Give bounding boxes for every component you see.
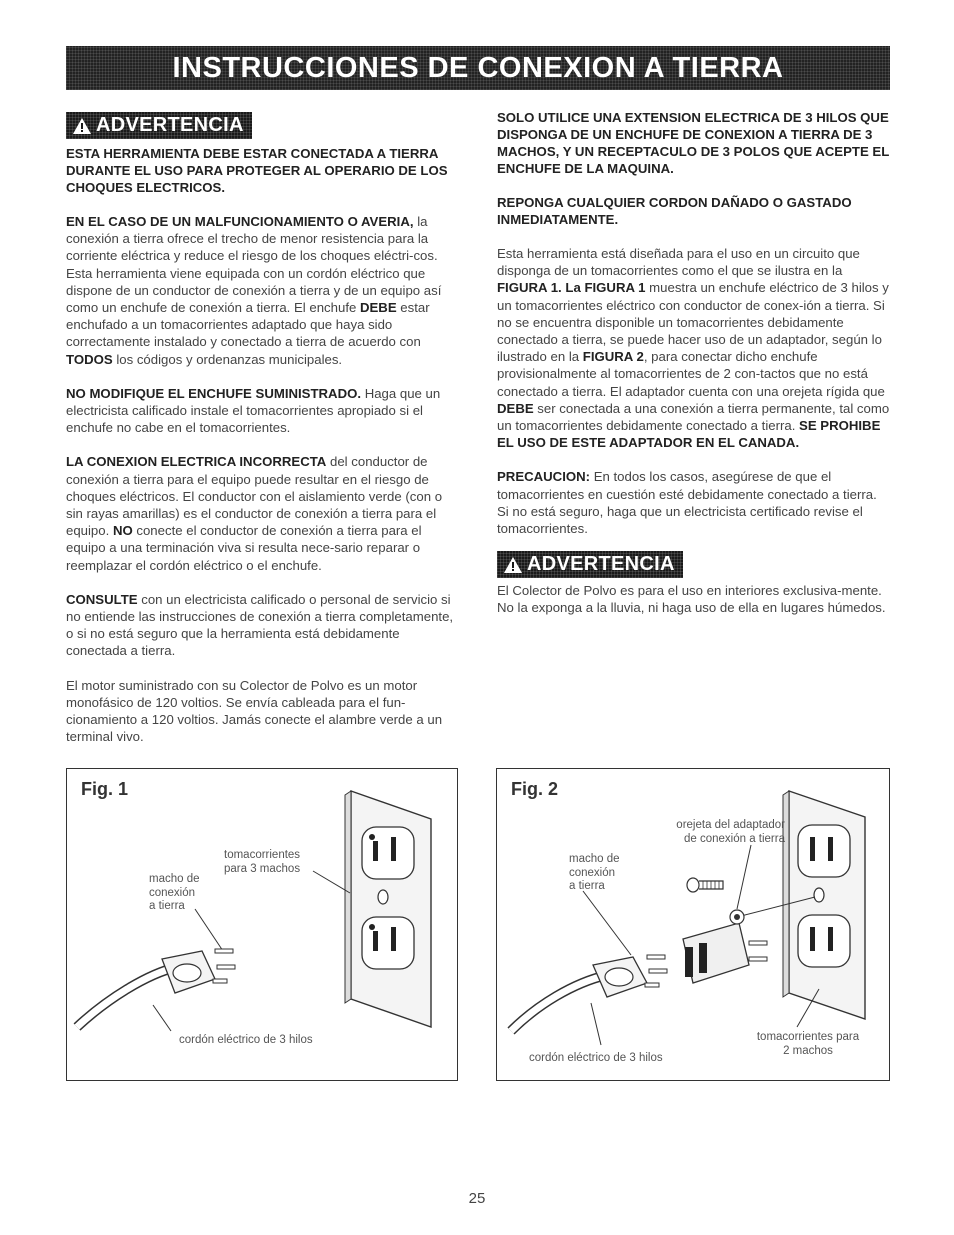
body-text: ser conectada a una conexión a tierra permanente, tal como un tomacorrientes debidamente conectado a tierra.: [497, 400, 890, 434]
outlet-label: [224, 849, 300, 876]
cord-label: cordón eléctrico de 3 hilos: [529, 1052, 663, 1064]
lead-text: EN EL CASO DE UN MALFUNCIONAMIENTO O AVERIA,: [66, 214, 414, 229]
body-text: En todos los casos, asegúrese de que el tomacorrientes en cuestión esté debidamente conectado a tierra. Si no está seguro, haga que un electricista certificado revise el tomacorrientes.: [497, 469, 877, 537]
section-banner: [66, 46, 890, 90]
body-text: Esta herramienta está diseñada para el uso en un circuito que disponga de un tomacorrientes como el que se ilustra en la: [497, 246, 860, 279]
figure-2: [496, 768, 890, 1081]
paragraph-plug: [66, 385, 462, 437]
emphasis-text: NO: [112, 523, 133, 539]
lead-text: LA CONEXION ELECTRICA INCORRECTA: [66, 454, 327, 470]
paragraph-motor: El motor suministrado con su Colector de Polvo es un motor monofásico de 120 voltios. Se envía cableada para el fun-cionamiento a 120 voltios. Jamás conecte el alambre verde a un terminal vivo.: [66, 677, 443, 745]
ground-pin-label: [149, 873, 200, 914]
lead-text: PRECAUCION:: [497, 469, 591, 485]
warning-text: ESTA HERRAMIENTA DEBE ESTAR CONECTADA A TIERRA DURANTE EL USO PARA PROTEGER AL OPERARIO DE LOS CHOQUES ELECTRICOS.: [66, 146, 448, 195]
paragraph-malfunction: [66, 213, 462, 368]
lead-text: CONSULTE: [66, 591, 138, 607]
warning-triangle-icon: [503, 556, 523, 574]
left-column: [66, 112, 462, 745]
body-text: muestra un enchufe eléctrico de 3 hilos y un tomacorrientes eléctrico con conductor de conex-ión a tierra. Si no se encuentra disponible un tomacorrientes debidamente conectado a tierra, se puede hacer uso de un adaptador, según lo ilustrado en la: [497, 280, 889, 365]
figure-1: [66, 768, 458, 1081]
label-line: macho de: [149, 873, 200, 885]
ground-pin-label: [569, 853, 620, 894]
emphasis-text: FIGURA 1. La FIGURA 1: [497, 280, 646, 296]
warning-label: ADVERTENCIA: [527, 553, 675, 576]
figure-title: Fig. 1: [81, 779, 129, 799]
paragraph-incorrect-connection: [66, 453, 462, 573]
adapter-tab-label: [661, 819, 785, 846]
paragraph-caution: [497, 468, 891, 537]
emphasis-text: SE PROHIBE EL USO DE ESTE ADAPTADOR EN EL CANADA.: [497, 418, 881, 451]
label-line: a tierra: [149, 900, 185, 912]
warning-badge: [66, 112, 252, 139]
body-text: la conexión a tierra ofrece el trecho de menor resistencia para la corriente eléctrica y reduce el riesgo de los choques eléctri-cos. Esta herramienta viene equipada con un cordón eléctrico que dispone de un conductor de conexión a tierra y de un equipo así como un enchufe de conexión a tierra. El enchufe: [66, 214, 442, 316]
warning-badge: [497, 551, 683, 578]
cord-label: cordón eléctrico de 3 hilos: [179, 1034, 313, 1046]
heading-extension: SOLO UTILICE UNA EXTENSION ELECTRICA DE 3 HILOS QUE DISPONGA DE UN ENCHUFE DE CONEXION A TIERRA DE 3 MACHOS, Y UN RECEPTACULO DE 3 POLOS QUE ACEPTE EL ENCHUFE DE LA MAQUINA.: [497, 110, 890, 176]
warning-label: ADVERTENCIA: [96, 113, 244, 136]
body-text: Haga que un electricista calificado instale el tomacorrientes apropiado si el enchufe no cabe en el tomacorrientes.: [66, 385, 441, 436]
label-line: tomacorrientes para: [756, 1031, 860, 1043]
outlet-label: [743, 1031, 873, 1058]
page-title: INSTRUCCIONES DE CONEXION A TIERRA: [172, 51, 784, 84]
lead-text: NO MODIFIQUE EL ENCHUFE SUMINISTRADO.: [66, 385, 362, 401]
label-line: 2 machos: [783, 1044, 833, 1057]
warning-triangle-icon: [72, 117, 92, 135]
paragraph-circuit: [497, 245, 891, 451]
label-line: orejeta del adaptador: [676, 819, 785, 831]
body-text: con un electricista calificado o personal de servicio si no entiende las instrucciones de conexión a tierra completamente, o si no está seguro que la herramienta está debidamente conectada a tierra.: [66, 591, 454, 659]
body-text: los códigos y ordenanzas municipales.: [112, 351, 343, 367]
right-column: [497, 109, 891, 617]
body-text: , para conectar dicho enchufe provisionalmente al tomacorrientes de 2 con-tactos que no está conectado a tierra. El adaptador cuenta con una orejeta rígida que: [497, 349, 885, 399]
emphasis-text: DEBE: [359, 300, 397, 316]
label-line: conexión: [149, 886, 196, 899]
label-line: tomacorrientes: [224, 849, 301, 861]
label-line: para 3 machos: [224, 862, 301, 875]
label-line: a tierra: [569, 880, 605, 892]
paragraph-indoor: El Colector de Polvo es para el uso en interiores exclusiva-mente. No la exponga a la lluvia, ni haga uso de ella en lugares húmedos.: [497, 583, 886, 616]
body-text: estar enchufado a un tomacorrientes adaptado que haya sido correctamente instalado y conectado a tierra de acuerdo con: [66, 300, 430, 350]
body-text: del conductor de conexión a tierra para el equipo puede resultar en el riesgo de choques eléctricos. El conductor con el aislamiento verde (con o sin rayas amarillas) es el conductor de conexión a tierra para el equipo.: [66, 454, 443, 539]
page-number: 25: [468, 1190, 486, 1207]
emphasis-text: DEBE: [497, 400, 534, 416]
label-line: de conexión a tierra: [683, 832, 785, 845]
body-text: conecte el conductor de conexión a tierra para el equipo a una terminación viva si resulta nece-sario reparar o reemplazar el cordón eléctrico o el enchufe.: [66, 523, 422, 573]
figure-title: Fig. 2: [511, 779, 559, 799]
emphasis-text: FIGURA 2: [582, 349, 644, 365]
emphasis-text: TODOS: [66, 351, 113, 367]
heading-replace-cord: REPONGA CUALQUIER CORDON DAÑADO O GASTADO INMEDIATAMENTE.: [497, 195, 852, 227]
label-line: conexión: [569, 866, 616, 879]
label-line: macho de: [569, 853, 620, 865]
paragraph-consult: [66, 591, 462, 660]
